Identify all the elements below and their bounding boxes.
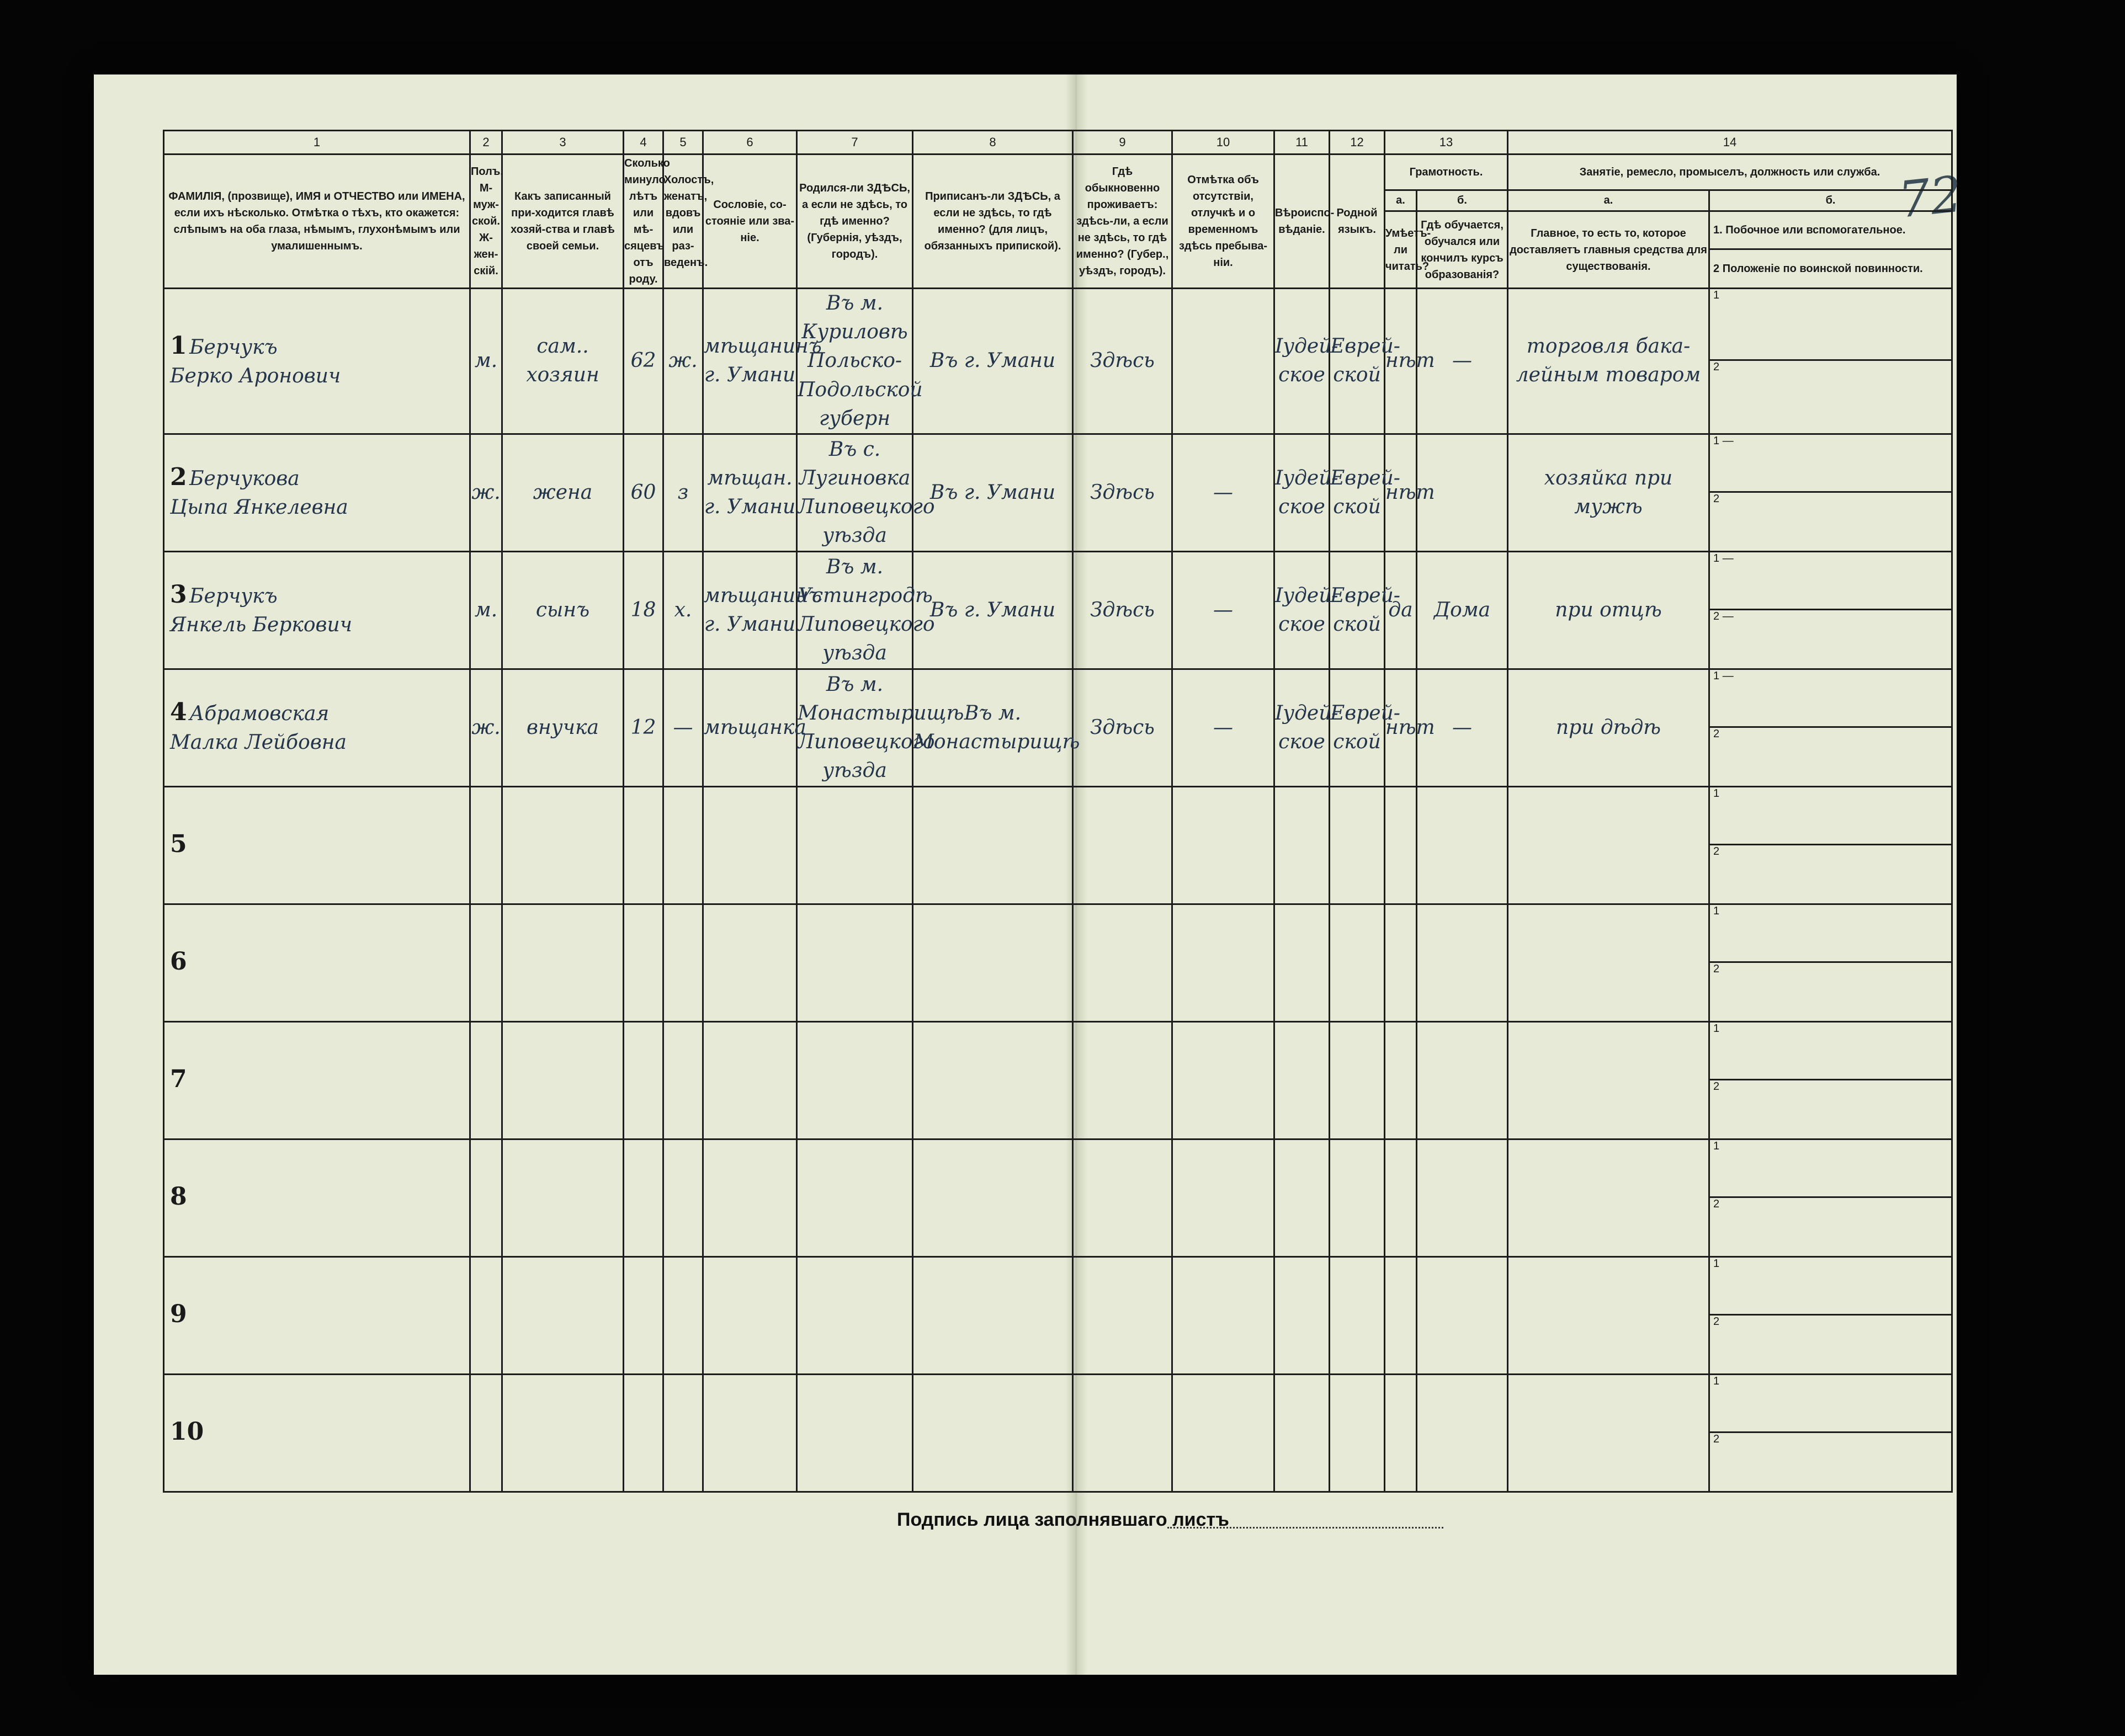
cell-language: Еврей-ской xyxy=(1330,434,1385,551)
cell-literate: нѣт xyxy=(1385,289,1417,434)
side-2: 2 xyxy=(1713,1433,1720,1445)
cell-born: Въ м. Устингродѣ Липовецкого уѣзда xyxy=(797,551,913,669)
col-num: 10 xyxy=(1172,131,1274,155)
row-number: 2 xyxy=(170,463,187,492)
cell-side-occupation xyxy=(1709,1374,1952,1492)
cell-literate: нѣт xyxy=(1385,434,1417,551)
row-number: 10 xyxy=(170,1418,204,1446)
cell-sex xyxy=(470,904,502,1021)
census-row xyxy=(164,904,1952,1021)
cell-religion xyxy=(1274,786,1330,904)
cell-sex: ж. xyxy=(470,434,502,551)
col-num: 3 xyxy=(502,131,624,155)
header-sex: Полъ. М-муж-ской. Ж-жен-скій. xyxy=(470,155,502,289)
header-14a-letter: а. xyxy=(1508,190,1709,211)
cell-absence xyxy=(1172,1139,1274,1256)
cell-occupation: торговля бака-лейным товаром xyxy=(1508,289,1709,434)
cell-born xyxy=(797,786,913,904)
cell-marital xyxy=(663,1021,703,1139)
side-2: 2 xyxy=(1713,492,1720,505)
surname: Берчукъ xyxy=(189,336,278,359)
name-cell xyxy=(164,434,470,551)
name-cell xyxy=(164,904,470,1021)
cell-literate: нѣт xyxy=(1385,669,1417,786)
cell-age xyxy=(624,904,663,1021)
cell-marital xyxy=(663,1256,703,1374)
cell-education xyxy=(1417,1021,1508,1139)
side-1: 1 xyxy=(1710,1140,1951,1198)
entries-body xyxy=(164,289,1952,1492)
cell-absence xyxy=(1172,1256,1274,1374)
cell-residence: Здѣсь xyxy=(1073,551,1172,669)
cell-age xyxy=(624,786,663,904)
col-num: 12 xyxy=(1330,131,1385,155)
header-birthplace: Родился-ли ЗДѢСЬ, а если не здѣсь, то гдѣ именно? (Губернія, уѣздъ, городъ). xyxy=(797,155,913,289)
cell-education: — xyxy=(1417,289,1508,434)
cell-religion: Іудей-ское xyxy=(1274,669,1330,786)
cell-sex: ж. xyxy=(470,669,502,786)
cell-absence: — xyxy=(1172,551,1274,669)
cell-sex xyxy=(470,786,502,904)
cell-religion: Іудей-ское xyxy=(1274,551,1330,669)
col-num: 7 xyxy=(797,131,913,155)
signature-line xyxy=(1167,1527,1443,1529)
cell-marital xyxy=(663,904,703,1021)
cell-estate xyxy=(703,1374,797,1492)
cell-registered: Въ г. Умани xyxy=(913,289,1073,434)
cell-side-occupation xyxy=(1709,669,1952,786)
cell-relation xyxy=(502,1139,624,1256)
header-relation: Какъ записанный при-ходится главѣ хозяй-ства и главѣ своей семьи. xyxy=(502,155,624,289)
census-row xyxy=(164,1374,1952,1492)
cell-relation xyxy=(502,1021,624,1139)
side-1: 1 — xyxy=(1710,670,1951,728)
cell-absence: — xyxy=(1172,434,1274,551)
cell-absence xyxy=(1172,1374,1274,1492)
cell-side-occupation xyxy=(1709,1021,1952,1139)
row-number: 4 xyxy=(170,698,187,727)
cell-occupation xyxy=(1508,1139,1709,1256)
cell-language: Еврей-ской xyxy=(1330,551,1385,669)
row-number: 8 xyxy=(170,1183,187,1211)
side-2: 2 xyxy=(1713,1080,1720,1093)
row-number: 6 xyxy=(170,947,187,976)
side-2: 2 — xyxy=(1713,610,1734,622)
cell-absence xyxy=(1172,1021,1274,1139)
name-cell xyxy=(164,1021,470,1139)
cell-language xyxy=(1330,1256,1385,1374)
cell-occupation: при отцѣ xyxy=(1508,551,1709,669)
cell-literate xyxy=(1385,1374,1417,1492)
cell-education xyxy=(1417,1139,1508,1256)
cell-age xyxy=(624,1021,663,1139)
cell-side-occupation xyxy=(1709,1256,1952,1374)
row-number: 1 xyxy=(170,331,187,360)
cell-occupation: хозяйка при мужѣ xyxy=(1508,434,1709,551)
cell-language xyxy=(1330,1139,1385,1256)
header-row xyxy=(164,155,1952,190)
cell-literate xyxy=(1385,1139,1417,1256)
census-row xyxy=(164,1021,1952,1139)
census-row xyxy=(164,289,1952,434)
header-14b-letter: б. xyxy=(1709,190,1952,211)
name-cell xyxy=(164,786,470,904)
col-num: 1 xyxy=(164,131,470,155)
cell-registered: Въ м. Монастырищѣ xyxy=(913,669,1073,786)
row-number: 9 xyxy=(170,1300,187,1329)
cell-sex xyxy=(470,1021,502,1139)
header-name: ФАМИЛІЯ, (прозвище), ИМЯ и ОТЧЕСТВО или ИМЕНА, если ихъ нѣсколько. Отмѣтка о тѣхъ, кто окажется: слѣпымъ на оба глаза, нѣмымъ, глухонѣмымъ или умалишеннымъ. xyxy=(164,155,470,289)
cell-religion xyxy=(1274,904,1330,1021)
cell-registered xyxy=(913,786,1073,904)
cell-language xyxy=(1330,786,1385,904)
cell-estate xyxy=(703,1021,797,1139)
cell-age xyxy=(624,1139,663,1256)
cell-literate: да xyxy=(1385,551,1417,669)
cell-relation xyxy=(502,1374,624,1492)
cell-education xyxy=(1417,1256,1508,1374)
census-row xyxy=(164,1256,1952,1374)
cell-age xyxy=(624,1374,663,1492)
col-num: 5 xyxy=(663,131,703,155)
cell-estate xyxy=(703,904,797,1021)
cell-estate xyxy=(703,1139,797,1256)
cell-born xyxy=(797,1256,913,1374)
cell-residence: Здѣсь xyxy=(1073,669,1172,786)
cell-born xyxy=(797,1021,913,1139)
column-number-row xyxy=(164,131,1952,155)
cell-marital xyxy=(663,786,703,904)
cell-estate: мѣщан. г. Умани xyxy=(703,434,797,551)
header-literacy: Грамотность. xyxy=(1385,155,1508,190)
side-1: 1 xyxy=(1710,289,1951,361)
cell-marital: з xyxy=(663,434,703,551)
census-row xyxy=(164,434,1952,551)
census-row xyxy=(164,551,1952,669)
cell-marital xyxy=(663,1139,703,1256)
name-cell xyxy=(164,289,470,434)
cell-sex xyxy=(470,1256,502,1374)
cell-estate xyxy=(703,1256,797,1374)
header-marital: Холостъ, женатъ, вдовъ или раз-веденъ. xyxy=(663,155,703,289)
cell-relation: жена xyxy=(502,434,624,551)
cell-side-occupation xyxy=(1709,434,1952,551)
cell-sex: м. xyxy=(470,551,502,669)
cell-estate xyxy=(703,786,797,904)
cell-religion xyxy=(1274,1374,1330,1492)
row-number: 5 xyxy=(170,830,187,859)
cell-side-occupation xyxy=(1709,551,1952,669)
col-num: 6 xyxy=(703,131,797,155)
cell-marital: — xyxy=(663,669,703,786)
cell-estate: мѣщанинъ г. Умани xyxy=(703,289,797,434)
cell-born xyxy=(797,1374,913,1492)
cell-registered xyxy=(913,1139,1073,1256)
cell-estate: мѣщанка xyxy=(703,669,797,786)
cell-residence xyxy=(1073,1021,1172,1139)
side-2: 2 xyxy=(1713,962,1720,975)
cell-sex xyxy=(470,1139,502,1256)
cell-relation: внучка xyxy=(502,669,624,786)
header-absence: Отмѣтка объ отсутствіи, отлучкѣ и о временномъ здѣсь пребыва-ніи. xyxy=(1172,155,1274,289)
header-side-1: 1. Побочное или вспомогательное. xyxy=(1710,212,1951,249)
cell-language xyxy=(1330,904,1385,1021)
cell-religion: Іудей-ское xyxy=(1274,434,1330,551)
cell-registered xyxy=(913,904,1073,1021)
col-num: 11 xyxy=(1274,131,1330,155)
cell-literate xyxy=(1385,1021,1417,1139)
given-names: Малка Лейбовна xyxy=(170,731,347,754)
name-cell xyxy=(164,551,470,669)
cell-sex xyxy=(470,1374,502,1492)
cell-language xyxy=(1330,1374,1385,1492)
header-occupation: Занятіе, ремесло, промыселъ, должность или служба. xyxy=(1508,155,1952,190)
cell-relation xyxy=(502,1256,624,1374)
cell-absence: — xyxy=(1172,669,1274,786)
cell-residence: Здѣсь xyxy=(1073,289,1172,434)
page-number: 72 xyxy=(1895,165,1965,230)
name-cell xyxy=(164,1374,470,1492)
side-1: 1 xyxy=(1710,787,1951,845)
given-names: Берко Аронович xyxy=(170,364,341,387)
side-1: 1 xyxy=(1710,905,1951,963)
name-cell xyxy=(164,669,470,786)
side-2: 2 xyxy=(1713,845,1720,858)
cell-age: 60 xyxy=(624,434,663,551)
cell-education xyxy=(1417,904,1508,1021)
col-num: 4 xyxy=(624,131,663,155)
side-1: 1 xyxy=(1710,1258,1951,1316)
surname: Абрамовская xyxy=(189,702,330,726)
cell-sex: м. xyxy=(470,289,502,434)
given-names: Янкель Беркович xyxy=(170,614,353,637)
cell-residence xyxy=(1073,1374,1172,1492)
header-side-2: 2 Положеніе по воинской повинности. xyxy=(1713,262,1923,275)
surname: Берчукова xyxy=(189,467,300,491)
cell-language: Еврей-ской xyxy=(1330,289,1385,434)
cell-literate xyxy=(1385,904,1417,1021)
cell-side-occupation xyxy=(1709,904,1952,1021)
cell-education: — xyxy=(1417,669,1508,786)
name-cell xyxy=(164,1256,470,1374)
cell-occupation: при дѣдѣ xyxy=(1508,669,1709,786)
side-1: 1 — xyxy=(1710,435,1951,493)
cell-registered xyxy=(913,1256,1073,1374)
col-num: 14 xyxy=(1508,131,1952,155)
row-number: 7 xyxy=(170,1065,187,1094)
cell-religion: Іудей-ское xyxy=(1274,289,1330,434)
cell-religion xyxy=(1274,1021,1330,1139)
cell-age: 12 xyxy=(624,669,663,786)
header-side-occupation xyxy=(1709,211,1952,289)
col-num: 2 xyxy=(470,131,502,155)
side-2: 2 xyxy=(1713,727,1720,740)
cell-age: 18 xyxy=(624,551,663,669)
header-estate: Сословіе, со-стояніе или зва-ніе. xyxy=(703,155,797,289)
cell-side-occupation xyxy=(1709,786,1952,904)
cell-relation: сынъ xyxy=(502,551,624,669)
cell-language xyxy=(1330,1021,1385,1139)
cell-side-occupation xyxy=(1709,289,1952,434)
side-2: 2 xyxy=(1713,1315,1720,1328)
cell-occupation xyxy=(1508,1021,1709,1139)
cell-absence xyxy=(1172,289,1274,434)
cell-residence xyxy=(1073,1256,1172,1374)
header-education: Гдѣ обучается, обучался или кончилъ курсъ образованія? xyxy=(1417,211,1508,289)
surname: Берчукъ xyxy=(189,585,278,608)
census-table xyxy=(163,130,1953,1493)
cell-literate xyxy=(1385,1256,1417,1374)
cell-marital xyxy=(663,1374,703,1492)
census-row xyxy=(164,1139,1952,1256)
side-1: 1 — xyxy=(1710,552,1951,610)
header-registered: Приписанъ-ли ЗДѢСЬ, а если не здѣсь, то гдѣ именно? (для лицъ, обязанныхъ припиской). xyxy=(913,155,1073,289)
cell-education xyxy=(1417,786,1508,904)
cell-registered xyxy=(913,1374,1073,1492)
cell-residence xyxy=(1073,1139,1172,1256)
cell-religion xyxy=(1274,1256,1330,1374)
census-sheet xyxy=(94,74,1965,1675)
given-names: Цыпа Янкелевна xyxy=(170,496,348,519)
cell-religion xyxy=(1274,1139,1330,1256)
cell-estate: мѣщанинъ г. Умани xyxy=(703,551,797,669)
cell-education: Дома xyxy=(1417,551,1508,669)
cell-age: 62 xyxy=(624,289,663,434)
col-num: 8 xyxy=(913,131,1073,155)
cell-absence xyxy=(1172,904,1274,1021)
cell-education xyxy=(1417,1374,1508,1492)
col-num: 9 xyxy=(1073,131,1172,155)
cell-born xyxy=(797,904,913,1021)
cell-relation xyxy=(502,786,624,904)
census-row xyxy=(164,669,1952,786)
header-religion: Вѣроиспо-вѣданіе. xyxy=(1274,155,1330,289)
cell-marital: ж. xyxy=(663,289,703,434)
cell-registered xyxy=(913,1021,1073,1139)
cell-registered: Въ г. Умани xyxy=(913,434,1073,551)
census-row xyxy=(164,786,1952,904)
cell-occupation xyxy=(1508,786,1709,904)
col-num: 13 xyxy=(1385,131,1508,155)
header-13b-letter: б. xyxy=(1417,190,1508,211)
cell-marital: х. xyxy=(663,551,703,669)
cell-residence: Здѣсь xyxy=(1073,434,1172,551)
cell-side-occupation xyxy=(1709,1139,1952,1256)
side-2: 2 xyxy=(1713,361,1720,374)
signature-label: Подпись лица заполнявшаго листъ xyxy=(897,1509,1229,1530)
header-13a-letter: а. xyxy=(1385,190,1417,211)
side-1: 1 xyxy=(1710,1375,1951,1433)
cell-born: Въ м. Монастырищѣ Липовецкого уѣзда xyxy=(797,669,913,786)
cell-residence xyxy=(1073,904,1172,1021)
cell-age xyxy=(624,1256,663,1374)
cell-literate xyxy=(1385,786,1417,904)
cell-occupation xyxy=(1508,1256,1709,1374)
cell-relation xyxy=(502,904,624,1021)
cell-residence xyxy=(1073,786,1172,904)
cell-born xyxy=(797,1139,913,1256)
row-number: 3 xyxy=(170,581,187,609)
cell-occupation xyxy=(1508,904,1709,1021)
cell-language: Еврей-ской xyxy=(1330,669,1385,786)
cell-registered: Въ г. Умани xyxy=(913,551,1073,669)
cell-born: Въ м. Куриловѣ Польско-Подольской губерн xyxy=(797,289,913,434)
side-2: 2 xyxy=(1713,1197,1720,1210)
name-cell xyxy=(164,1139,470,1256)
side-1: 1 xyxy=(1710,1023,1951,1080)
cell-absence xyxy=(1172,786,1274,904)
cell-relation: сам.. хозяин xyxy=(502,289,624,434)
header-language: Родной языкъ. xyxy=(1330,155,1385,289)
cell-occupation xyxy=(1508,1374,1709,1492)
cell-born: Въ с. Лугиновка Липовецкого уѣзда xyxy=(797,434,913,551)
header-can-read: Умѣетъ-ли читать? xyxy=(1385,211,1417,289)
header-main-occupation: Главное, то есть то, которое доставляетъ главныя средства для существованія. xyxy=(1508,211,1709,289)
header-residence: Гдѣ обыкновенно проживаетъ: здѣсь-ли, а если не здѣсь, то гдѣ именно? (Губер., уѣздъ, городъ). xyxy=(1073,155,1172,289)
header-age: Сколько минуло лѣтъ или мѣ-сяцевъ отъ роду. xyxy=(624,155,663,289)
